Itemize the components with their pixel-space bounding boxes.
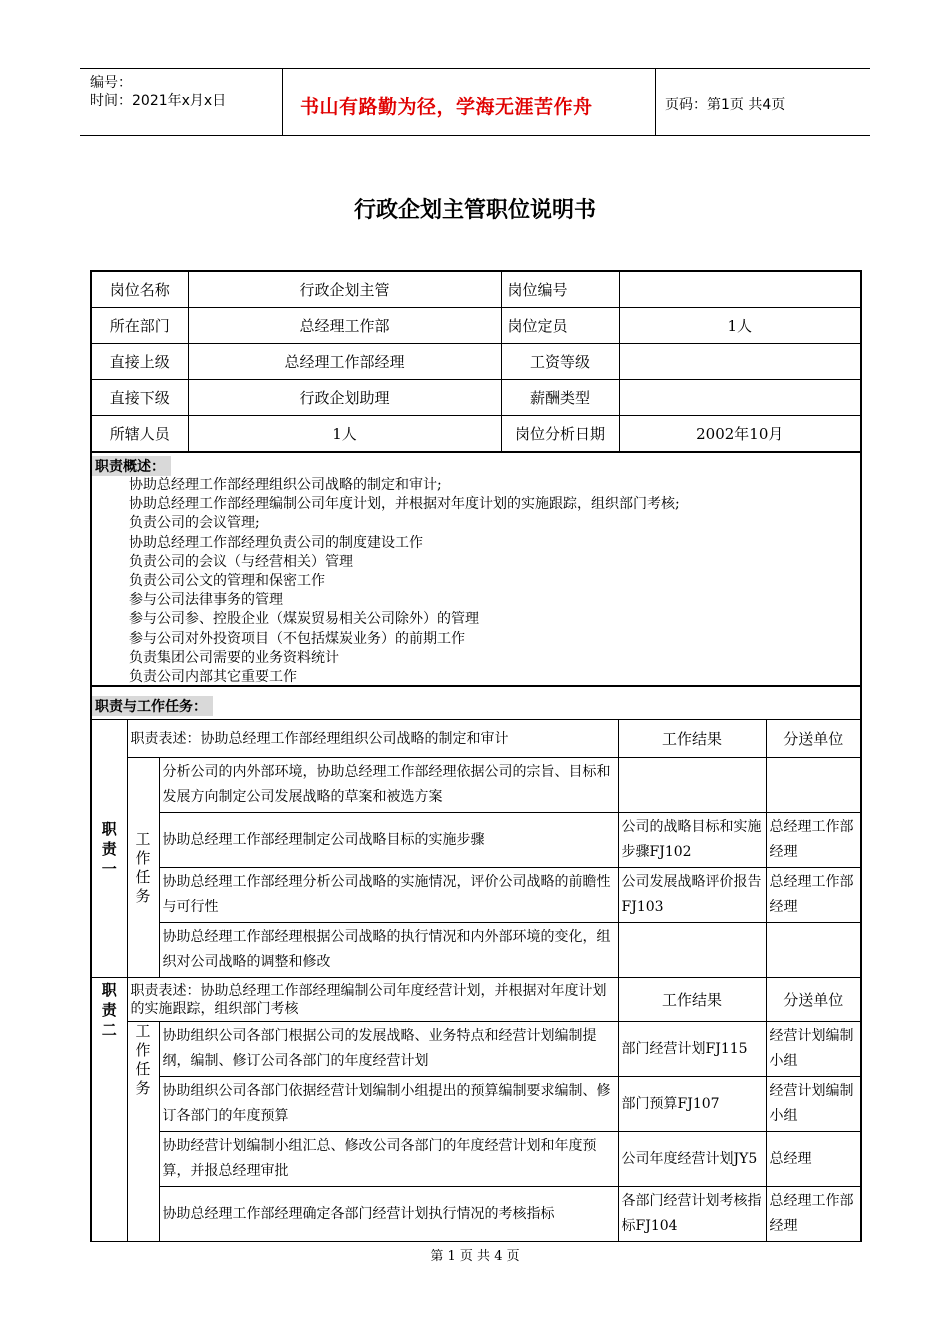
duty-statement-row — [91, 978, 861, 1022]
task-row — [91, 813, 861, 868]
task-row — [91, 1187, 861, 1242]
summary-item: 负责集团公司需要的业务资料统计 — [129, 649, 339, 666]
doc-code-label: 编号： — [90, 75, 132, 91]
info-value-cell: 总经理工作部 — [188, 308, 501, 344]
header-motto: 书山有路勤为径，学海无涯苦作舟 — [300, 96, 593, 118]
info-label-cell: 所辖人员 — [91, 416, 188, 453]
task-description: 协助总经理工作部经理分析公司战略的实施情况，评价公司战略的前瞻性与可行性 — [159, 868, 618, 923]
task-destination: 总经理工作部经理 — [766, 868, 861, 923]
duty-label: 职责一 — [101, 819, 117, 878]
duties-table — [90, 719, 862, 1242]
page-title: 行政企划主管职位说明书 — [353, 198, 596, 223]
duty-statement-row — [91, 720, 861, 758]
header-divider — [655, 68, 656, 136]
summary-item: 参与公司参、控股企业（煤炭贸易相关公司除外）的管理 — [129, 611, 479, 628]
result-header: 工作结果 — [618, 720, 766, 758]
task-result: 公司发展战略评价报告FJ103 — [618, 868, 766, 923]
info-label-cell: 直接下级 — [91, 380, 188, 416]
info-value-cell: 1人 — [619, 308, 861, 344]
info-label-cell: 岗位编号 — [501, 271, 619, 308]
duty-label: 职责二 — [101, 981, 117, 1039]
summary-item: 协助总经理工作部经理编制公司年度计划，并根据对年度计划的实施跟踪，组织部门考核; — [129, 496, 680, 513]
duty-label-cell — [91, 720, 127, 978]
duty-summary-list — [92, 476, 860, 687]
info-label-cell: 所在部门 — [91, 308, 188, 344]
task-description: 协助总经理工作部经理根据公司战略的执行情况和内外部环境的变化，组织对公司战略的调整和修改 — [159, 923, 618, 978]
task-destination — [766, 923, 861, 978]
summary-item: 参与公司对外投资项目（不包括煤炭业务）的前期工作 — [129, 630, 465, 647]
task-description: 协助经营计划编制小组汇总、修改公司各部门的年度经营计划和年度预算，并报总经理审批 — [159, 1132, 618, 1187]
summary-item: 负责公司的会议管理; — [129, 515, 260, 532]
info-value-cell: 行政企划助理 — [188, 380, 501, 416]
header-bottom-rule — [80, 135, 870, 136]
task-result — [618, 758, 766, 813]
task-row — [91, 1077, 861, 1132]
summary-item: 负责公司的会议（与经营相关）管理 — [129, 553, 353, 570]
task-destination: 经营计划编制小组 — [766, 1077, 861, 1132]
task-destination: 经营计划编制小组 — [766, 1022, 861, 1077]
header-top-rule — [80, 68, 870, 69]
info-label-cell: 直接上级 — [91, 344, 188, 380]
task-label-cell — [127, 1022, 159, 1242]
duties-heading: 职责与工作任务： — [92, 696, 213, 716]
info-row — [91, 344, 861, 380]
task-label-cell — [127, 758, 159, 978]
info-row — [91, 380, 861, 416]
page-number-label: 页码：第1页 共4页 — [665, 97, 786, 113]
summary-item: 负责公司内部其它重要工作 — [129, 669, 297, 686]
duties-heading-section — [90, 685, 862, 721]
task-label: 工作任务 — [135, 829, 151, 905]
duty-label-cell — [91, 978, 127, 1242]
summary-item: 协助总经理工作部经理负责公司的制度建设工作 — [129, 534, 423, 551]
task-result: 部门预算FJ107 — [618, 1077, 766, 1132]
duty-statement: 职责表述：协助总经理工作部经理编制公司年度经营计划，并根据对年度计划的实施跟踪，组织部门考核 — [127, 978, 618, 1022]
info-value-cell: 1人 — [188, 416, 501, 453]
destination-header: 分送单位 — [766, 720, 861, 758]
duty-summary-heading: 职责概述： — [92, 456, 171, 476]
position-info-table — [90, 270, 862, 453]
duty-statement: 职责表述：协助总经理工作部经理组织公司战略的制定和审计 — [127, 720, 618, 758]
info-row — [91, 308, 861, 344]
task-result — [618, 923, 766, 978]
task-row — [91, 1132, 861, 1187]
task-description: 协助组织公司各部门依据经营计划编制小组提出的预算编制要求编制、修订各部门的年度预算 — [159, 1077, 618, 1132]
task-description: 分析公司的内外部环境，协助总经理工作部经理依据公司的宗旨、目标和发展方向制定公司发展战略的草案和被选方案 — [159, 758, 618, 813]
task-result: 部门经营计划FJ115 — [618, 1022, 766, 1077]
task-row — [91, 758, 861, 813]
task-row — [91, 868, 861, 923]
task-destination: 总经理 — [766, 1132, 861, 1187]
info-row — [91, 416, 861, 453]
info-value-cell — [619, 380, 861, 416]
info-value-cell — [619, 344, 861, 380]
page-footer: 第 1 页 共 4 页 — [430, 1249, 520, 1264]
task-destination: 总经理工作部经理 — [766, 1187, 861, 1242]
task-result: 公司的战略目标和实施步骤FJ102 — [618, 813, 766, 868]
info-label-cell: 岗位分析日期 — [501, 416, 619, 453]
info-label-cell: 薪酬类型 — [501, 380, 619, 416]
duty-summary-section — [90, 453, 862, 685]
info-row — [91, 271, 861, 308]
task-description: 协助组织公司各部门根据公司的发展战略、业务特点和经营计划编制提纲，编制、修订公司各部门的年度经营计划 — [159, 1022, 618, 1077]
destination-header: 分送单位 — [766, 978, 861, 1022]
info-value-cell: 总经理工作部经理 — [188, 344, 501, 380]
task-destination: 总经理工作部经理 — [766, 813, 861, 868]
info-label-cell: 岗位定员 — [501, 308, 619, 344]
doc-time-label: 时间：2021年x月x日 — [90, 93, 227, 109]
task-destination — [766, 758, 861, 813]
task-result: 公司年度经营计划JY5 — [618, 1132, 766, 1187]
summary-item: 负责公司公文的管理和保密工作 — [129, 573, 325, 590]
task-row — [91, 923, 861, 978]
info-label-cell: 岗位名称 — [91, 271, 188, 308]
task-description: 协助总经理工作部经理制定公司战略目标的实施步骤 — [159, 813, 618, 868]
info-value-cell: 行政企划主管 — [188, 271, 501, 308]
task-label: 工作任务 — [135, 1022, 151, 1097]
summary-item: 协助总经理工作部经理组织公司战略的制定和审计; — [129, 477, 442, 493]
result-header: 工作结果 — [618, 978, 766, 1022]
info-label-cell: 工资等级 — [501, 344, 619, 380]
task-row — [91, 1022, 861, 1077]
summary-item: 参与公司法律事务的管理 — [129, 592, 283, 609]
info-value-cell — [619, 271, 861, 308]
task-result: 各部门经营计划考核指标FJ104 — [618, 1187, 766, 1242]
task-description: 协助总经理工作部经理确定各部门经营计划执行情况的考核指标 — [159, 1187, 618, 1242]
header-divider — [282, 68, 283, 136]
info-value-cell: 2002年10月 — [619, 416, 861, 453]
